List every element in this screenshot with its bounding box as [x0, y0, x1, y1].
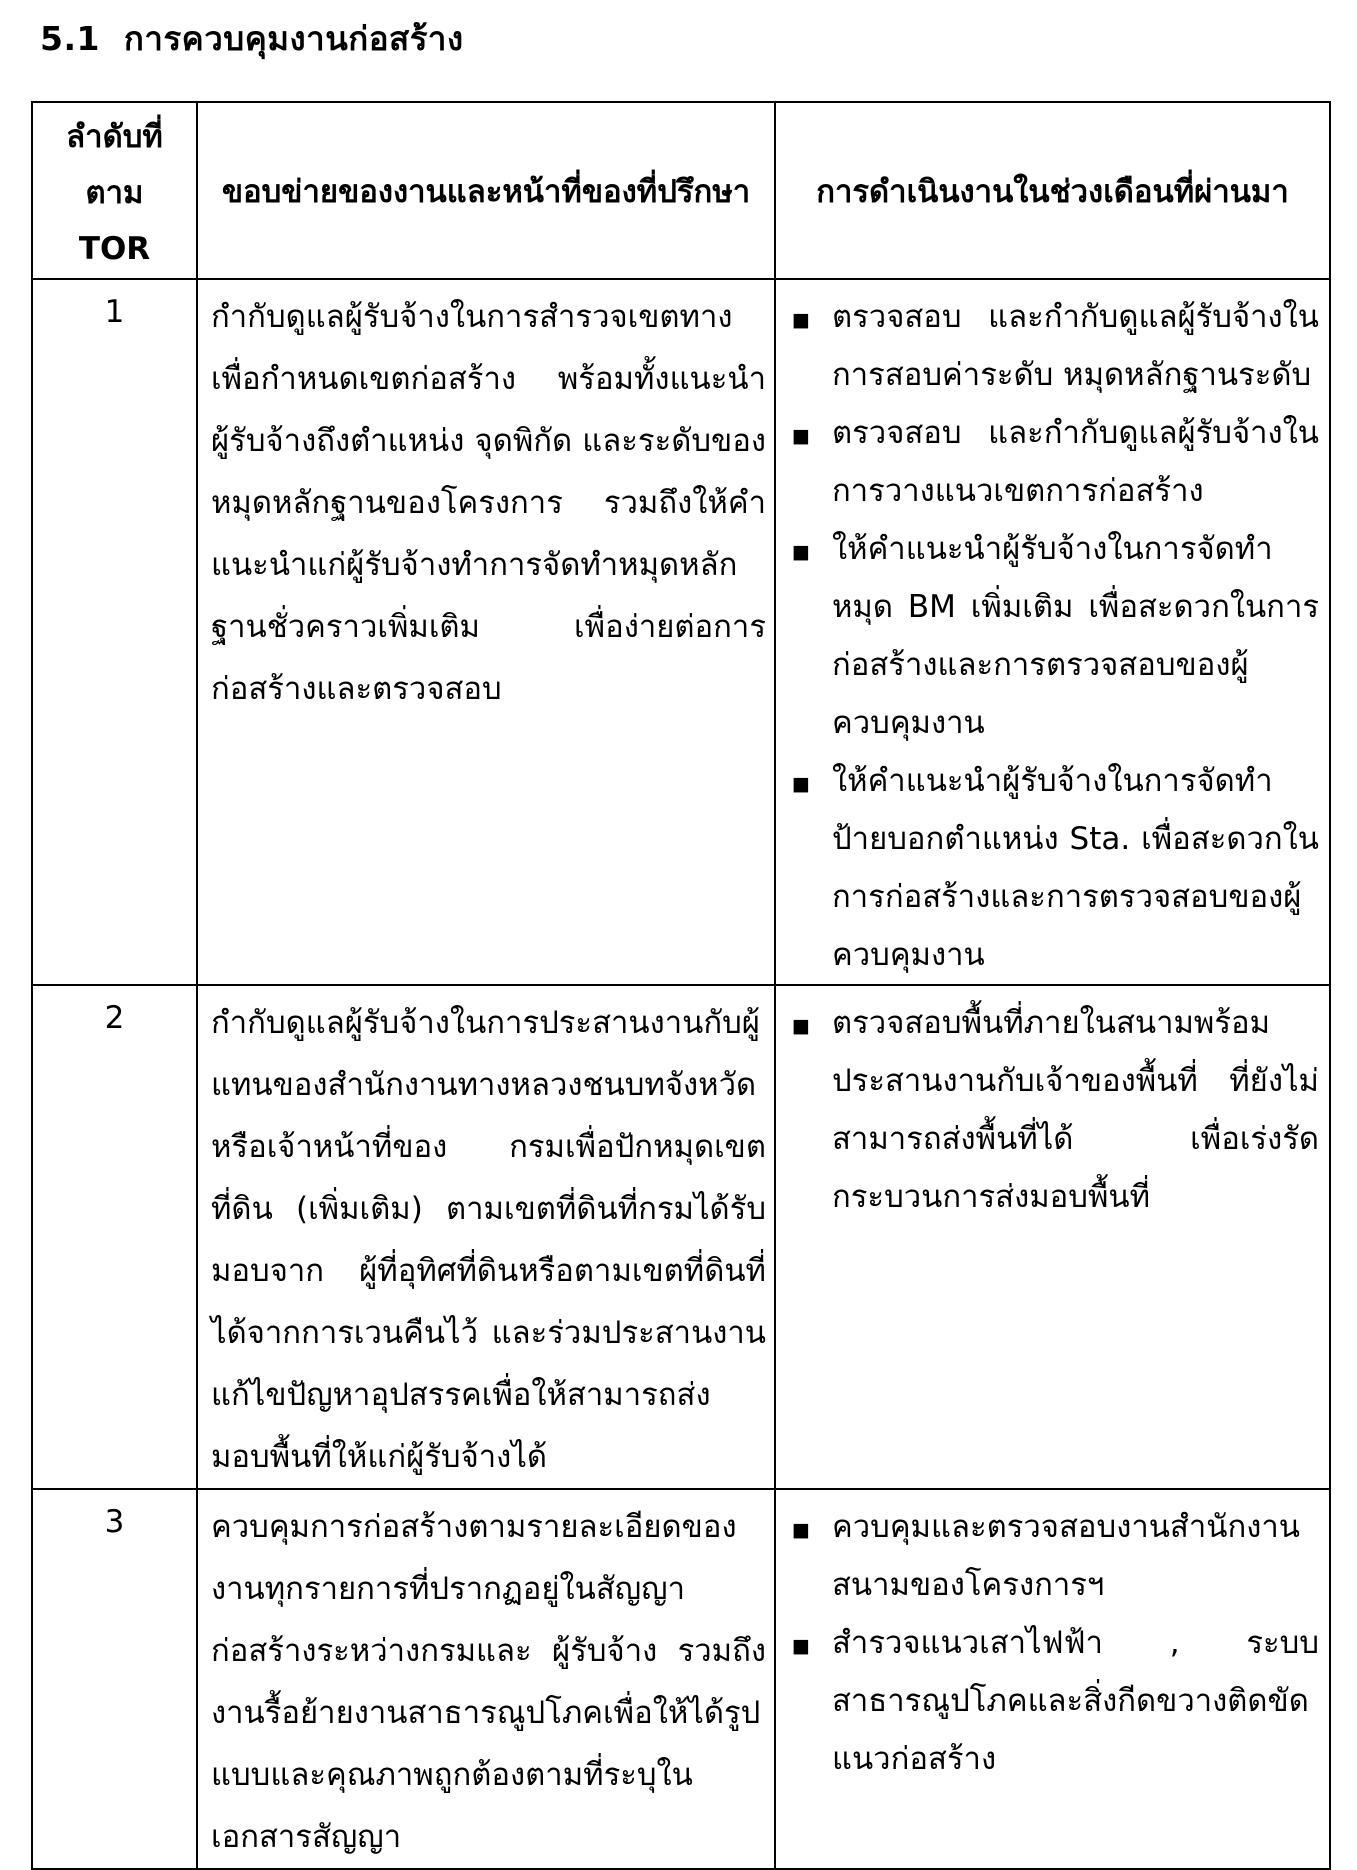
list-item — [792, 288, 1323, 404]
row-number: 2 — [32, 985, 197, 1489]
activities-list — [775, 985, 1330, 1489]
bullet-square-icon: ■ — [792, 773, 810, 795]
activity-text: ตรวจสอบพื้นที่ภายในสนามพร้อมประสานงานกับเจ้าของพื้นที่ ที่ยังไม่สามารถส่งพื้นที่ได้ เพื่อเร่งรัดกระบวนการส่งมอบพื้นที่ — [832, 1005, 1319, 1215]
activities-list — [775, 279, 1330, 985]
scope-text: กำกับดูแลผู้รับจ้างในการสำรวจเขตทาง เพื่อกำหนดเขตก่อสร้าง พร้อมทั้งแนะนำผู้รับจ้างถึงตำแหน่ง จุดพิกัด และระดับของหมุดหลักฐานของโครงการ รวมถึงให้คำแนะนำแก่ผู้รับจ้างทำการจัดทำหมุดหลักฐานชั่วคราวเพิ่มเติม เพื่อง่ายต่อการก่อสร้างและตรวจสอบ — [197, 279, 775, 985]
bullet-square-icon: ■ — [792, 309, 810, 331]
list-item — [792, 404, 1323, 520]
table-row — [32, 279, 1330, 985]
bullet-square-icon: ■ — [792, 1635, 810, 1657]
header-tor-line1: ลำดับที่ — [66, 119, 163, 155]
table-row — [32, 985, 1330, 1489]
bullet-square-icon: ■ — [792, 1519, 810, 1541]
row-number: 1 — [32, 279, 197, 985]
activity-text: สำรวจแนวเสาไฟฟ้า , ระบบสาธารณูปโภคและสิ่งกีดขวางติดขัดแนวก่อสร้าง — [832, 1625, 1319, 1777]
scope-text: กำกับดูแลผู้รับจ้างในการประสานงานกับผู้แทนของสำนักงานทางหลวงชนบทจังหวัดหรือเจ้าหน้าที่ของ กรมเพื่อปักหมุดเขตที่ดิน (เพิ่มเติม) ตามเขตที่ดินที่กรมได้รับมอบจาก ผู้ที่อุทิศที่ดินหรือตามเขตที่ดินที่ได้จากการเวนคืนไว้ และร่วมประสานงานแก้ไขปัญหาอุปสรรคเพื่อให้สามารถส่งมอบพื้นที่ให้แก่ผู้รับจ้างได้ — [197, 985, 775, 1489]
tor-table — [31, 101, 1331, 1870]
table-header-row — [32, 102, 1330, 279]
activity-text: ตรวจสอบ และกำกับดูแลผู้รับจ้างในการสอบค่าระดับ หมุดหลักฐานระดับ — [832, 299, 1319, 393]
header-cell-tor-no — [32, 102, 197, 279]
activity-text: ให้คำแนะนำผู้รับจ้างในการจัดทำป้ายบอกตำแหน่ง Sta. เพื่อสะดวกในการก่อสร้างและการตรวจสอบของผู้ควบคุมงาน — [832, 763, 1319, 973]
page-title: 5.1 การควบคุมงานก่อสร้าง — [40, 19, 464, 58]
list-item — [792, 1498, 1323, 1614]
activity-text: ควบคุมและตรวจสอบงานสำนักงานสนามของโครงการฯ — [832, 1509, 1300, 1603]
bullet-square-icon: ■ — [792, 1015, 810, 1037]
list-item — [792, 520, 1323, 752]
activity-text: ตรวจสอบ และกำกับดูแลผู้รับจ้างในการวางแนวเขตการก่อสร้าง — [832, 415, 1319, 509]
header-cell-scope: ขอบข่ายของงานและหน้าที่ของที่ปรึกษา — [197, 102, 775, 279]
list-item — [792, 752, 1323, 984]
bullet-square-icon: ■ — [792, 541, 810, 563]
header-cell-activities: การดำเนินงานในช่วงเดือนที่ผ่านมา — [775, 102, 1330, 279]
table-row — [32, 1489, 1330, 1869]
header-tor-line3: TOR — [78, 231, 151, 267]
row-number: 3 — [32, 1489, 197, 1869]
list-item — [792, 994, 1323, 1226]
list-item — [792, 1614, 1323, 1788]
activities-list — [775, 1489, 1330, 1869]
bullet-square-icon: ■ — [792, 425, 810, 447]
activity-text: ให้คำแนะนำผู้รับจ้างในการจัดทำหมุด BM เพิ่มเติม เพื่อสะดวกในการก่อสร้างและการตรวจสอบของผู้ควบคุมงาน — [832, 531, 1319, 741]
header-tor-line2: ตาม — [85, 175, 144, 211]
scope-text: ควบคุมการก่อสร้างตามรายละเอียดของงานทุกรายการที่ปรากฏอยู่ในสัญญาก่อสร้างระหว่างกรมและ ผู้รับจ้าง รวมถึงงานรื้อย้ายงานสาธารณูปโภคเพื่อให้ได้รูปแบบและคุณภาพถูกต้องตามที่ระบุในเอกสารสัญญา — [197, 1489, 775, 1869]
